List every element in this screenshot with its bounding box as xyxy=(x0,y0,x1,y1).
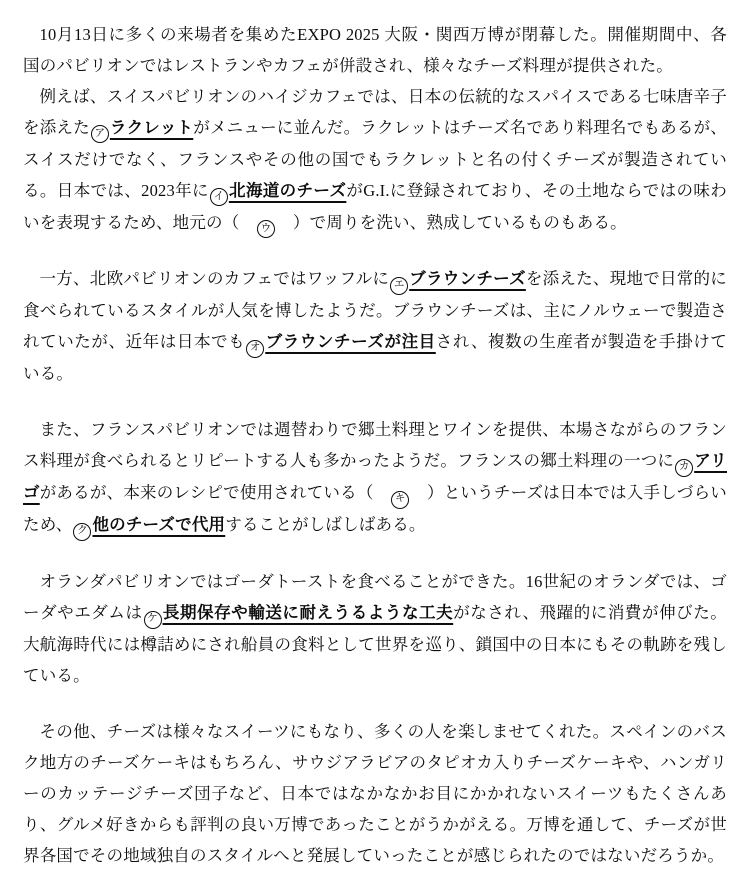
body-text: され、複数の生産者が製造を手掛けている。 xyxy=(23,332,727,384)
emphasis-underlined-text: 長期保存や輸送に耐えうるような工夫 xyxy=(162,604,454,623)
body-text: 一方、北欧パビリオンのカフェではワッフルに xyxy=(39,269,390,289)
emphasis-underlined-text: ブラウンチーズ xyxy=(409,270,526,289)
body-text: 例えば、スイスパビリオンのハイジカフェでは、日本の伝統的なスパイスである七味唐辛子を添えた xyxy=(23,87,727,137)
emphasis-underlined-text: 他のチーズで代用 xyxy=(92,516,226,535)
emphasis-underlined-text: ラクレット xyxy=(109,119,194,137)
body-text: 10月13日に多くの来場者を集めたEXPO 2025 大阪・関西万博が閉幕した。開催期間中、各国のパビリオンではレストランやカフェが併設され、様々なチーズ料理が提供された。 xyxy=(23,25,727,75)
body-text: ）で周りを洗い、熟成しているものもある。 xyxy=(276,213,627,232)
circled-marker-ke: ケ xyxy=(144,611,162,629)
paragraph-2 xyxy=(23,81,727,238)
body-text: を添えた、現地で日常的に食べられているスタイルが人気を博したようだ。ブラウンチーズは、主にノルウェーで製造されていたが、近年は日本でも xyxy=(23,269,727,352)
circled-marker-ka: カ xyxy=(675,459,693,477)
body-text: また、フランスパビリオンでは週替わりで郷土料理とワインを提供、本場さながらのフランス料理が食べられるとリピートする人も多かったようだ。フランスの郷土料理の一つに xyxy=(23,420,727,471)
paragraph-6 xyxy=(23,716,727,871)
circled-marker-u: ウ xyxy=(257,220,275,238)
paragraph-1 xyxy=(23,19,727,81)
paragraph-4 xyxy=(23,414,727,541)
circled-marker-e: エ xyxy=(390,277,408,295)
body-text: がなされ、飛躍的に消費が伸びた。大航海時代には樽詰めにされ船員の食料として世界を巡り、鎖国中の日本にもその軌跡を残している。 xyxy=(23,603,727,686)
emphasis-underlined-text: ブラウンチーズが注目 xyxy=(265,333,436,352)
emphasis-underlined-text: 北海道のチーズ xyxy=(228,182,347,200)
paragraph-3 xyxy=(23,263,727,389)
circled-marker-ki: キ xyxy=(391,491,409,509)
body-text: オランダパビリオンではゴーダトーストを食べることができた。16世紀のオランダでは、ゴーダやエダムは xyxy=(23,572,727,623)
circled-marker-ku: ク xyxy=(73,523,91,541)
body-text: ）というチーズは日本では入手しづらいため、 xyxy=(23,483,727,535)
body-text: その他、チーズは様々なスイーツにもなり、多くの人を楽しませてくれた。スペインのバスク地方のチーズケーキはもちろん、サウジアラビアのタピオカ入りチーズケーキや、ハンガリーのカッテージチーズ団子など、日本ではなかなかお目にかかれないスイーツもたくさんあり、グルメ好きからも評判の良い万博であったことがうかがえる。万博を通して、チーズが世界各国でその地域独自のスタイルへと発展していったことが感じられたのではないだろうか。 xyxy=(23,722,727,866)
body-text: することがしばしばある。 xyxy=(225,515,426,535)
body-text: がG.I.に登録されており、その土地ならではの味わいを表現するため、地元の（ xyxy=(23,181,728,232)
circled-marker-a: ア xyxy=(91,125,109,143)
paragraph-5 xyxy=(23,566,727,691)
emphasis-underlined-text: アリゴ xyxy=(23,452,727,503)
body-text: があるが、本来のレシピで使用されている（ xyxy=(39,483,391,503)
circled-marker-i: イ xyxy=(210,188,228,206)
body-text: がメニューに並んだ。ラクレットはチーズ名であり料理名でもあるが、スイスだけでなく、フランスやその他の国でもラクレットと名の付くチーズが製造されている。日本では、2023年に xyxy=(23,118,727,200)
circled-marker-o: オ xyxy=(246,340,264,358)
